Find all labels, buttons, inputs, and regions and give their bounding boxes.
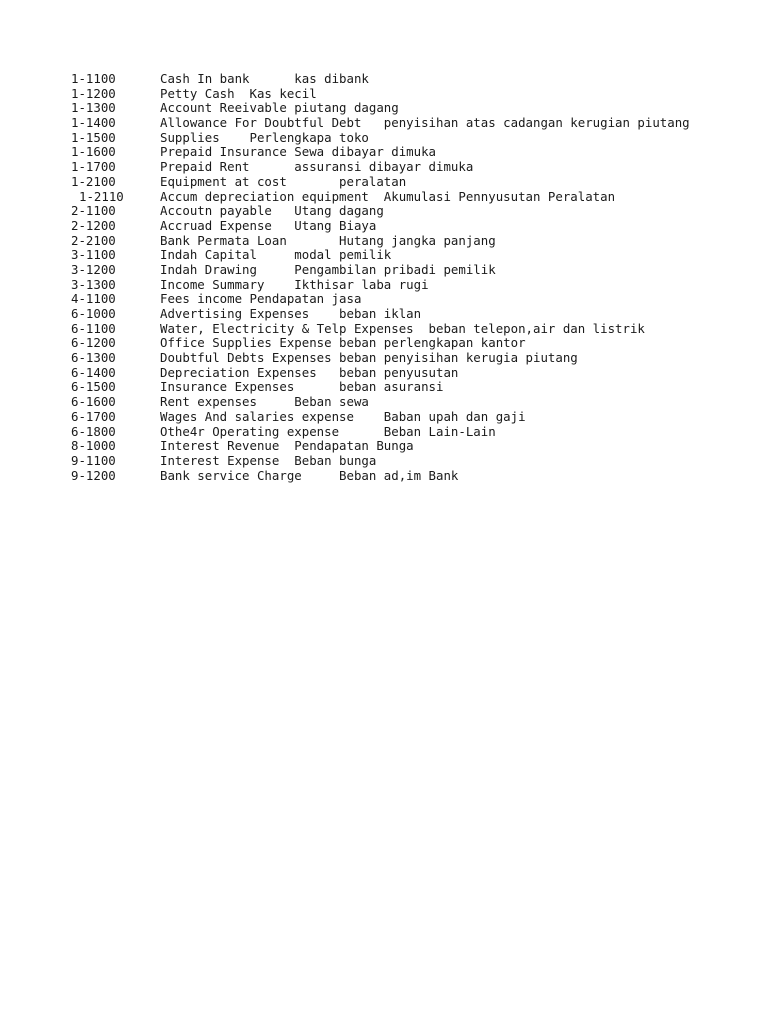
account-description: Othe4r Operating expense Beban Lain-Lain xyxy=(160,423,496,439)
account-row xyxy=(71,380,751,395)
account-code: 1-1300 xyxy=(71,100,116,116)
account-description: Allowance For Doubtful Debt penyisihan atas cadangan kerugian piutang xyxy=(160,115,690,131)
account-row xyxy=(71,351,751,366)
account-description: Accoutn payable Utang dagang xyxy=(160,203,384,219)
account-row xyxy=(71,145,751,160)
account-description: Indah Capital modal pemilik xyxy=(160,247,392,263)
account-code: 8-1000 xyxy=(71,438,116,454)
account-code: 6-1300 xyxy=(71,350,116,366)
account-row xyxy=(71,410,751,425)
account-description: Office Supplies Expense beban perlengkapan kantor xyxy=(160,335,526,351)
account-row xyxy=(71,175,751,190)
account-code: 1-1100 xyxy=(71,71,116,86)
account-row xyxy=(71,219,751,234)
account-row xyxy=(71,278,751,293)
account-code: 6-1700 xyxy=(71,408,116,424)
account-description: Water, Electricity & Telp Expenses beban telepon,air dan listrik xyxy=(160,320,645,336)
account-description: Account Reeivable piutang dagang xyxy=(160,100,399,116)
account-code: 6-1400 xyxy=(71,364,116,380)
account-description: Petty Cash Kas kecil xyxy=(160,85,317,101)
account-code: 6-1100 xyxy=(71,320,116,336)
account-description: Rent expenses Beban sewa xyxy=(160,394,369,410)
account-row xyxy=(71,322,751,337)
account-code: 3-1300 xyxy=(71,276,116,292)
account-code: 6-1600 xyxy=(71,394,116,410)
account-row xyxy=(71,469,751,484)
account-description: Doubtful Debts Expenses beban penyisihan kerugia piutang xyxy=(160,350,578,366)
account-code: 6-1200 xyxy=(71,335,116,351)
account-description: Fees income Pendapatan jasa xyxy=(160,291,362,307)
account-description: Advertising Expenses beban iklan xyxy=(160,306,422,321)
account-code: 1-1500 xyxy=(71,129,116,145)
account-row xyxy=(71,439,751,454)
account-code: 1-1600 xyxy=(71,144,116,160)
account-row xyxy=(71,248,751,263)
account-description: Interest Revenue Pendapatan Bunga xyxy=(160,438,414,454)
account-code: 9-1200 xyxy=(71,467,116,483)
account-description: Accum depreciation equipment Akumulasi Pennyusutan Peralatan xyxy=(160,188,616,204)
account-description: Wages And salaries expense Baban upah dan gaji xyxy=(160,408,526,424)
account-description: Depreciation Expenses beban penyusutan xyxy=(160,364,459,380)
account-code: 2-2100 xyxy=(71,232,116,248)
account-description: Insurance Expenses beban asuransi xyxy=(160,379,444,395)
account-code: 1-2110 xyxy=(79,188,124,204)
account-code: 3-1100 xyxy=(71,247,116,263)
account-row xyxy=(71,160,751,175)
account-code: 9-1100 xyxy=(71,452,116,468)
account-row xyxy=(71,72,751,87)
account-row xyxy=(71,395,751,410)
account-row xyxy=(71,425,751,440)
account-row xyxy=(71,101,751,116)
account-code: 1-1400 xyxy=(71,115,116,131)
account-code: 6-1000 xyxy=(71,306,116,321)
account-code: 4-1100 xyxy=(71,291,116,307)
account-description: Income Summary Ikthisar laba rugi xyxy=(160,276,429,292)
account-code: 2-1100 xyxy=(71,203,116,219)
account-row xyxy=(71,131,751,146)
account-row xyxy=(71,190,751,205)
account-code: 2-1200 xyxy=(71,217,116,233)
account-description: Cash In bank kas dibank xyxy=(160,71,369,86)
account-row xyxy=(71,307,751,322)
account-row xyxy=(71,204,751,219)
account-code: 1-1700 xyxy=(71,159,116,175)
account-code: 3-1200 xyxy=(71,261,116,277)
account-description: Supplies Perlengkapa toko xyxy=(160,129,369,145)
account-description: Accruad Expense Utang Biaya xyxy=(160,217,377,233)
account-row xyxy=(71,292,751,307)
account-code: 1-1200 xyxy=(71,85,116,101)
account-code: 1-2100 xyxy=(71,173,116,189)
account-description: Equipment at cost peralatan xyxy=(160,173,407,189)
account-description: Bank Permata Loan Hutang jangka panjang xyxy=(160,232,496,248)
account-row xyxy=(71,87,751,102)
account-description: Prepaid Insurance Sewa dibayar dimuka xyxy=(160,144,437,160)
account-row xyxy=(71,234,751,249)
account-row xyxy=(71,336,751,351)
account-description: Bank service Charge Beban ad,im Bank xyxy=(160,467,459,483)
account-row xyxy=(71,263,751,278)
account-row xyxy=(71,116,751,131)
account-description: Indah Drawing Pengambilan pribadi pemilik xyxy=(160,261,496,277)
chart-of-accounts-list xyxy=(71,72,751,483)
account-row xyxy=(71,454,751,469)
account-code: 6-1500 xyxy=(71,379,116,395)
account-code: 6-1800 xyxy=(71,423,116,439)
account-description: Interest Expense Beban bunga xyxy=(160,452,377,468)
account-description: Prepaid Rent assuransi dibayar dimuka xyxy=(160,159,474,175)
account-row xyxy=(71,366,751,381)
